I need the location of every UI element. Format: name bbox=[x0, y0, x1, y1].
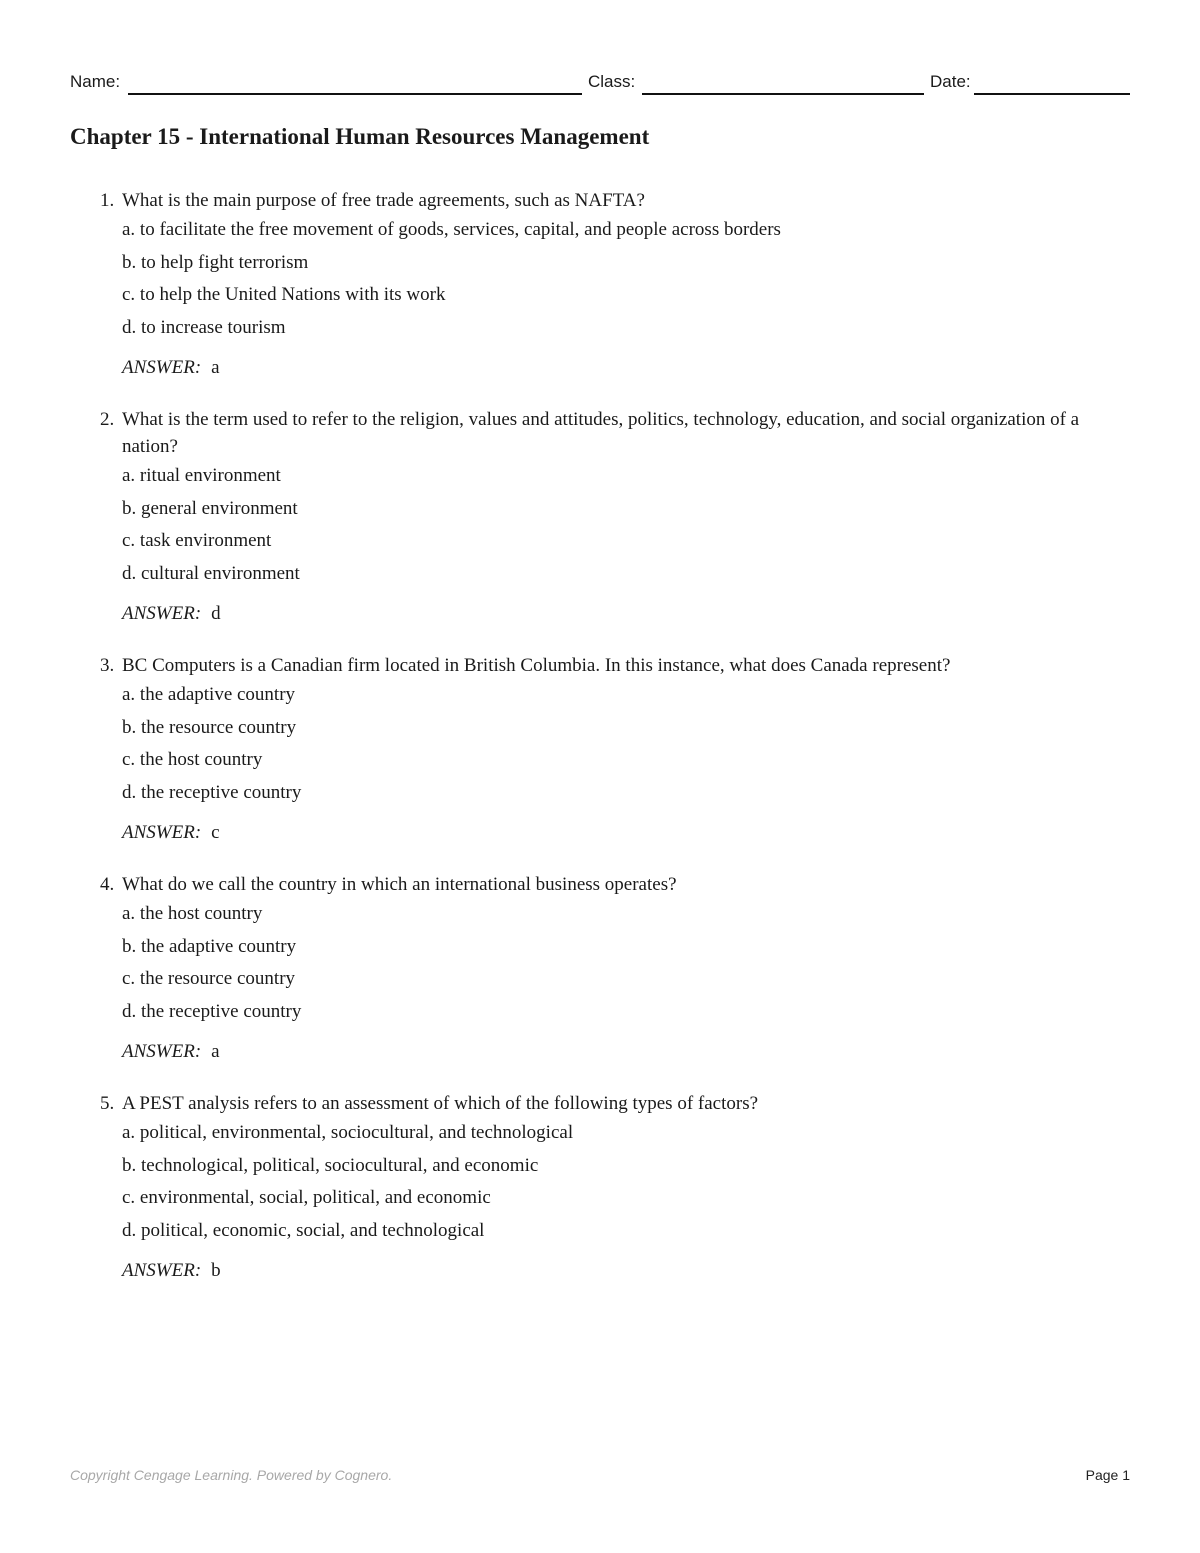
answer-options bbox=[122, 1117, 1100, 1247]
answer-line bbox=[122, 1259, 1100, 1283]
class-label: Class: bbox=[588, 72, 636, 91]
chapter-title: Chapter 15 - International Human Resources Management bbox=[70, 124, 650, 149]
answer-options bbox=[122, 898, 1100, 1028]
answer-line bbox=[122, 821, 1100, 845]
question-text: What is the term used to refer to the religion, values and attitudes, politics, technology, education, and social organization of a nation? bbox=[122, 409, 1080, 457]
question-4 bbox=[100, 871, 1100, 1064]
option-a: a. the adaptive country bbox=[122, 684, 296, 705]
question-number: 3. bbox=[100, 655, 115, 676]
answer-label: ANSWER: bbox=[122, 357, 202, 378]
question-text: A PEST analysis refers to an assessment of which of the following types of factors? bbox=[122, 1093, 759, 1114]
option-a: a. ritual environment bbox=[122, 465, 281, 486]
option-b: b. the resource country bbox=[122, 716, 297, 738]
question-3 bbox=[100, 652, 1100, 845]
answer-value: a bbox=[211, 357, 220, 378]
name-label: Name: bbox=[70, 72, 121, 91]
option-d: d. the receptive country bbox=[122, 781, 302, 803]
option-c: c. the resource country bbox=[122, 968, 296, 989]
answer-value: b bbox=[211, 1260, 221, 1281]
class-field-line[interactable] bbox=[642, 93, 924, 95]
option-c: c. the host country bbox=[122, 749, 263, 770]
question-number: 2. bbox=[100, 409, 115, 430]
option-b: b. technological, political, sociocultural, and economic bbox=[122, 1154, 539, 1176]
answer-options bbox=[122, 460, 1100, 590]
copyright-notice: Copyright Cengage Learning. Powered by Cognero. bbox=[70, 1467, 393, 1483]
answer-options bbox=[122, 679, 1100, 809]
option-c: c. to help the United Nations with its work bbox=[122, 284, 446, 305]
question-1 bbox=[100, 187, 1100, 380]
option-d: d. political, economic, social, and technological bbox=[122, 1219, 485, 1241]
page-number: Page 1 bbox=[1085, 1467, 1130, 1483]
answer-label: ANSWER: bbox=[122, 1041, 202, 1062]
option-d: d. to increase tourism bbox=[122, 316, 286, 338]
header-fields bbox=[70, 72, 1130, 96]
question-5 bbox=[100, 1090, 1100, 1283]
date-label: Date: bbox=[930, 72, 971, 91]
option-c: c. environmental, social, political, and economic bbox=[122, 1187, 491, 1208]
question-number: 1. bbox=[100, 190, 115, 211]
question-text: What do we call the country in which an international business operates? bbox=[122, 874, 677, 895]
answer-options bbox=[122, 214, 1100, 344]
answer-label: ANSWER: bbox=[122, 822, 202, 843]
question-2 bbox=[100, 406, 1100, 626]
answer-value: d bbox=[211, 603, 221, 624]
question-text: BC Computers is a Canadian firm located in British Columbia. In this instance, what does Canada represent? bbox=[122, 655, 951, 676]
question-number: 4. bbox=[100, 874, 115, 895]
option-b: b. to help fight terrorism bbox=[122, 251, 309, 273]
answer-value: a bbox=[211, 1041, 220, 1062]
answer-line bbox=[122, 356, 1100, 380]
answer-line bbox=[122, 1040, 1100, 1064]
option-d: d. cultural environment bbox=[122, 562, 300, 584]
question-number: 5. bbox=[100, 1093, 115, 1114]
option-b: b. general environment bbox=[122, 497, 298, 519]
option-b: b. the adaptive country bbox=[122, 935, 297, 957]
option-a: a. to facilitate the free movement of goods, services, capital, and people across borders bbox=[122, 219, 781, 240]
answer-line bbox=[122, 602, 1100, 626]
option-a: a. the host country bbox=[122, 903, 263, 924]
option-d: d. the receptive country bbox=[122, 1000, 302, 1022]
answer-label: ANSWER: bbox=[122, 1260, 202, 1281]
answer-label: ANSWER: bbox=[122, 603, 202, 624]
date-field-line[interactable] bbox=[974, 93, 1130, 95]
answer-value: c bbox=[211, 822, 220, 843]
option-c: c. task environment bbox=[122, 530, 272, 551]
option-a: a. political, environmental, sociocultural, and technological bbox=[122, 1122, 574, 1143]
question-text: What is the main purpose of free trade agreements, such as NAFTA? bbox=[122, 190, 645, 211]
name-field-line[interactable] bbox=[128, 93, 582, 95]
